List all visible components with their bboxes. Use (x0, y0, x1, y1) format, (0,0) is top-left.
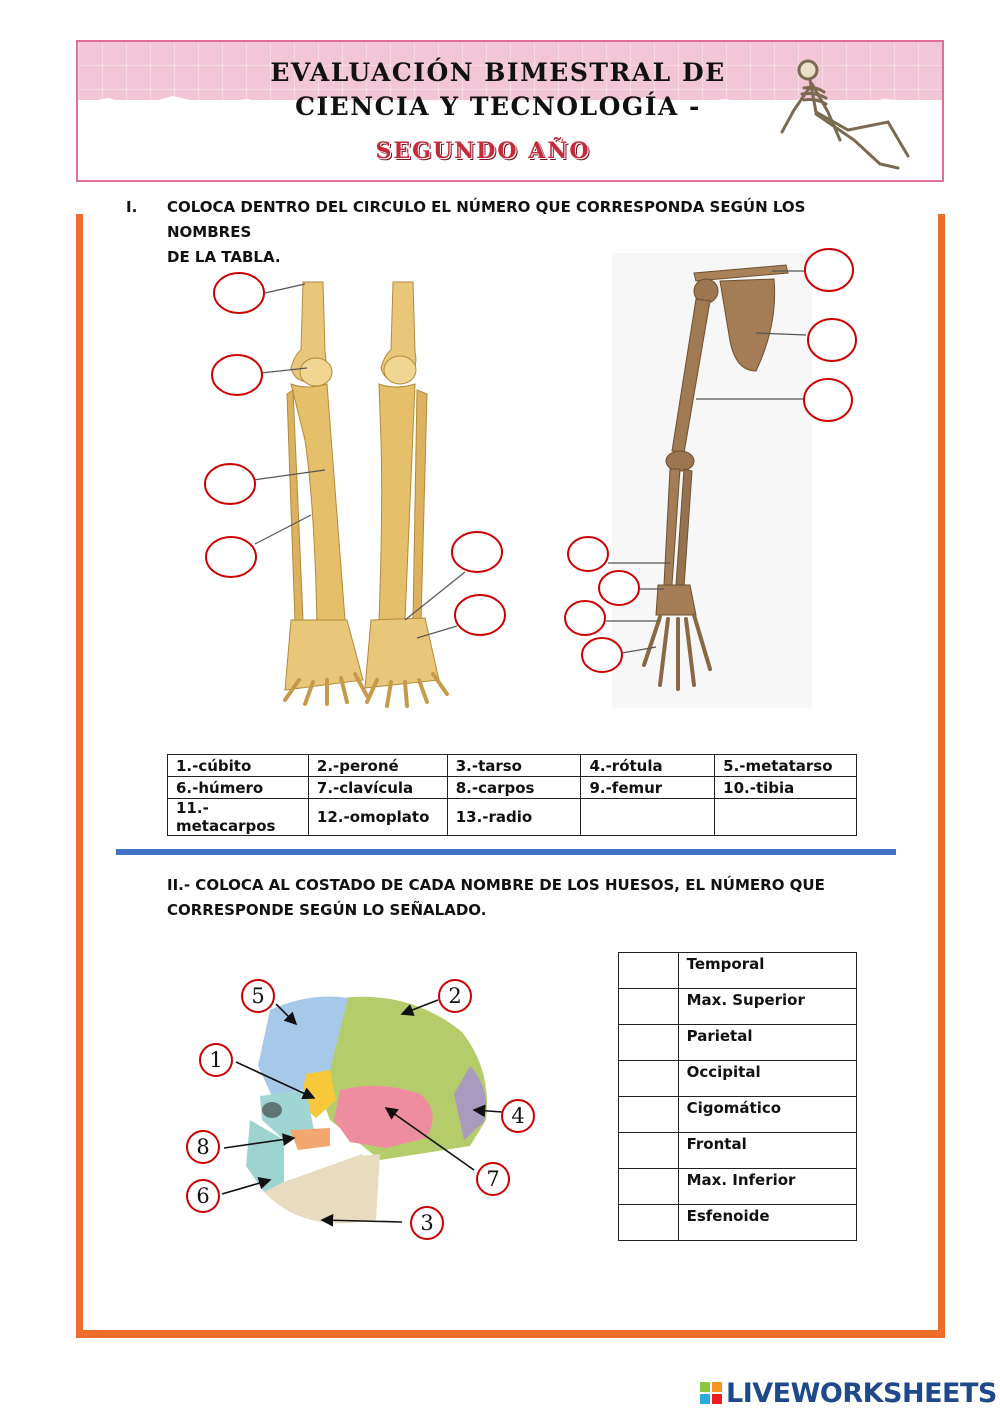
frame-bottom-border (76, 1330, 945, 1338)
bones-names-table (167, 754, 857, 836)
frame-left-border (76, 214, 83, 1338)
header-subtitle: SEGUNDO AÑO (375, 138, 591, 164)
answer-circle[interactable] (804, 379, 852, 421)
bone-name-cell: Occipital (678, 1061, 856, 1097)
table-cell (581, 799, 715, 836)
answer-circle[interactable] (582, 638, 622, 672)
answer-cell[interactable] (619, 1097, 679, 1133)
section-divider (116, 849, 896, 855)
table-cell: 8.-carpos (447, 777, 581, 799)
bone-name-cell: Max. Superior (678, 989, 856, 1025)
bone-name-cell: Esfenoide (678, 1205, 856, 1241)
answer-circle[interactable] (212, 355, 262, 395)
frame-right-border (938, 214, 945, 1338)
section1-number: I. (126, 198, 138, 216)
bone-name-cell: Cigomático (678, 1097, 856, 1133)
skull-bones-table (618, 952, 857, 1241)
skull-label-number: 6 (196, 1184, 210, 1208)
leg-bones-diagram (195, 260, 535, 710)
table-row (168, 755, 857, 777)
leg-leader-lines (253, 284, 465, 638)
arm-image-background (612, 253, 812, 708)
skull-label-number: 7 (486, 1167, 500, 1191)
table-cell: 2.-peroné (308, 755, 447, 777)
bone-name-cell: Max. Inferior (678, 1169, 856, 1205)
table-cell: 13.-radio (447, 799, 581, 836)
table-cell: 1.-cúbito (168, 755, 309, 777)
liveworksheets-logo-text: LIVEWORKSHEETS (726, 1378, 997, 1409)
table-cell (715, 799, 857, 836)
answer-cell[interactable] (619, 1133, 679, 1169)
table-cell: 10.-tibia (715, 777, 857, 799)
answer-cell[interactable] (619, 1061, 679, 1097)
bone-name-cell: Parietal (678, 1025, 856, 1061)
table-row (619, 1205, 857, 1241)
answer-circle[interactable] (206, 537, 256, 577)
table-cell: 4.-rótula (581, 755, 715, 777)
answer-circle[interactable] (599, 571, 639, 605)
liveworksheets-logo (700, 1378, 995, 1408)
skull-diagram (180, 970, 540, 1250)
table-cell: 5.-metatarso (715, 755, 857, 777)
liveworksheets-logo-icon (700, 1382, 722, 1404)
table-cell: 11.-metacarpos (168, 799, 309, 836)
section2-instruction-line2: CORRESPONDE SEGÚN LO SEÑALADO. (167, 901, 487, 919)
table-row (619, 953, 857, 989)
bone-name-cell: Frontal (678, 1133, 856, 1169)
table-row (619, 1061, 857, 1097)
table-row (619, 1097, 857, 1133)
table-row (619, 1025, 857, 1061)
answer-circle[interactable] (452, 532, 502, 572)
table-cell: 12.-omoplato (308, 799, 447, 836)
answer-cell[interactable] (619, 989, 679, 1025)
table-cell: 3.-tarso (447, 755, 581, 777)
header-title-line1: EVALUACIÓN BIMESTRAL DE (270, 58, 726, 87)
answer-circle[interactable] (568, 537, 608, 571)
skull-label-number: 2 (448, 984, 462, 1008)
section1-instruction-line2: DE LA TABLA. (167, 248, 281, 266)
answer-cell[interactable] (619, 953, 679, 989)
sitting-skeleton-illustration (768, 52, 938, 177)
answer-circle[interactable] (455, 595, 505, 635)
table-cell: 9.-femur (581, 777, 715, 799)
arm-bones-diagram (560, 245, 860, 715)
skull-label-number: 4 (511, 1104, 525, 1128)
table-row (168, 777, 857, 799)
table-row (619, 989, 857, 1025)
section2-instruction-line1: II.- COLOCA AL COSTADO DE CADA NOMBRE DE LOS HUESOS, EL NÚMERO QUE (167, 876, 825, 894)
table-cell: 7.-clavícula (308, 777, 447, 799)
bone-name-cell: Temporal (678, 953, 856, 989)
skull-label-number: 8 (196, 1135, 210, 1159)
answer-circle[interactable] (214, 273, 264, 313)
table-row (619, 1133, 857, 1169)
table-row (168, 799, 857, 836)
answer-circle[interactable] (808, 319, 856, 361)
answer-cell[interactable] (619, 1169, 679, 1205)
table-row (619, 1169, 857, 1205)
skull-label-number: 3 (420, 1211, 434, 1235)
header-banner (76, 40, 944, 182)
answer-cell[interactable] (619, 1025, 679, 1061)
section1-instruction-line1: COLOCA DENTRO DEL CIRCULO EL NÚMERO QUE CORRESPONDA SEGÚN LOS NOMBRES (167, 198, 806, 241)
leg-bones-illustration (285, 282, 447, 706)
answer-cell[interactable] (619, 1205, 679, 1241)
answer-circle[interactable] (205, 464, 255, 504)
table-cell: 6.-húmero (168, 777, 309, 799)
skull-illustration (246, 997, 487, 1224)
skull-label-number: 1 (209, 1048, 223, 1072)
answer-circle[interactable] (805, 249, 853, 291)
section2-instruction (167, 873, 887, 923)
skull-label-number: 5 (251, 984, 265, 1008)
header-title-line2: CIENCIA Y TECNOLOGÍA - (295, 92, 701, 121)
answer-circle[interactable] (565, 601, 605, 635)
